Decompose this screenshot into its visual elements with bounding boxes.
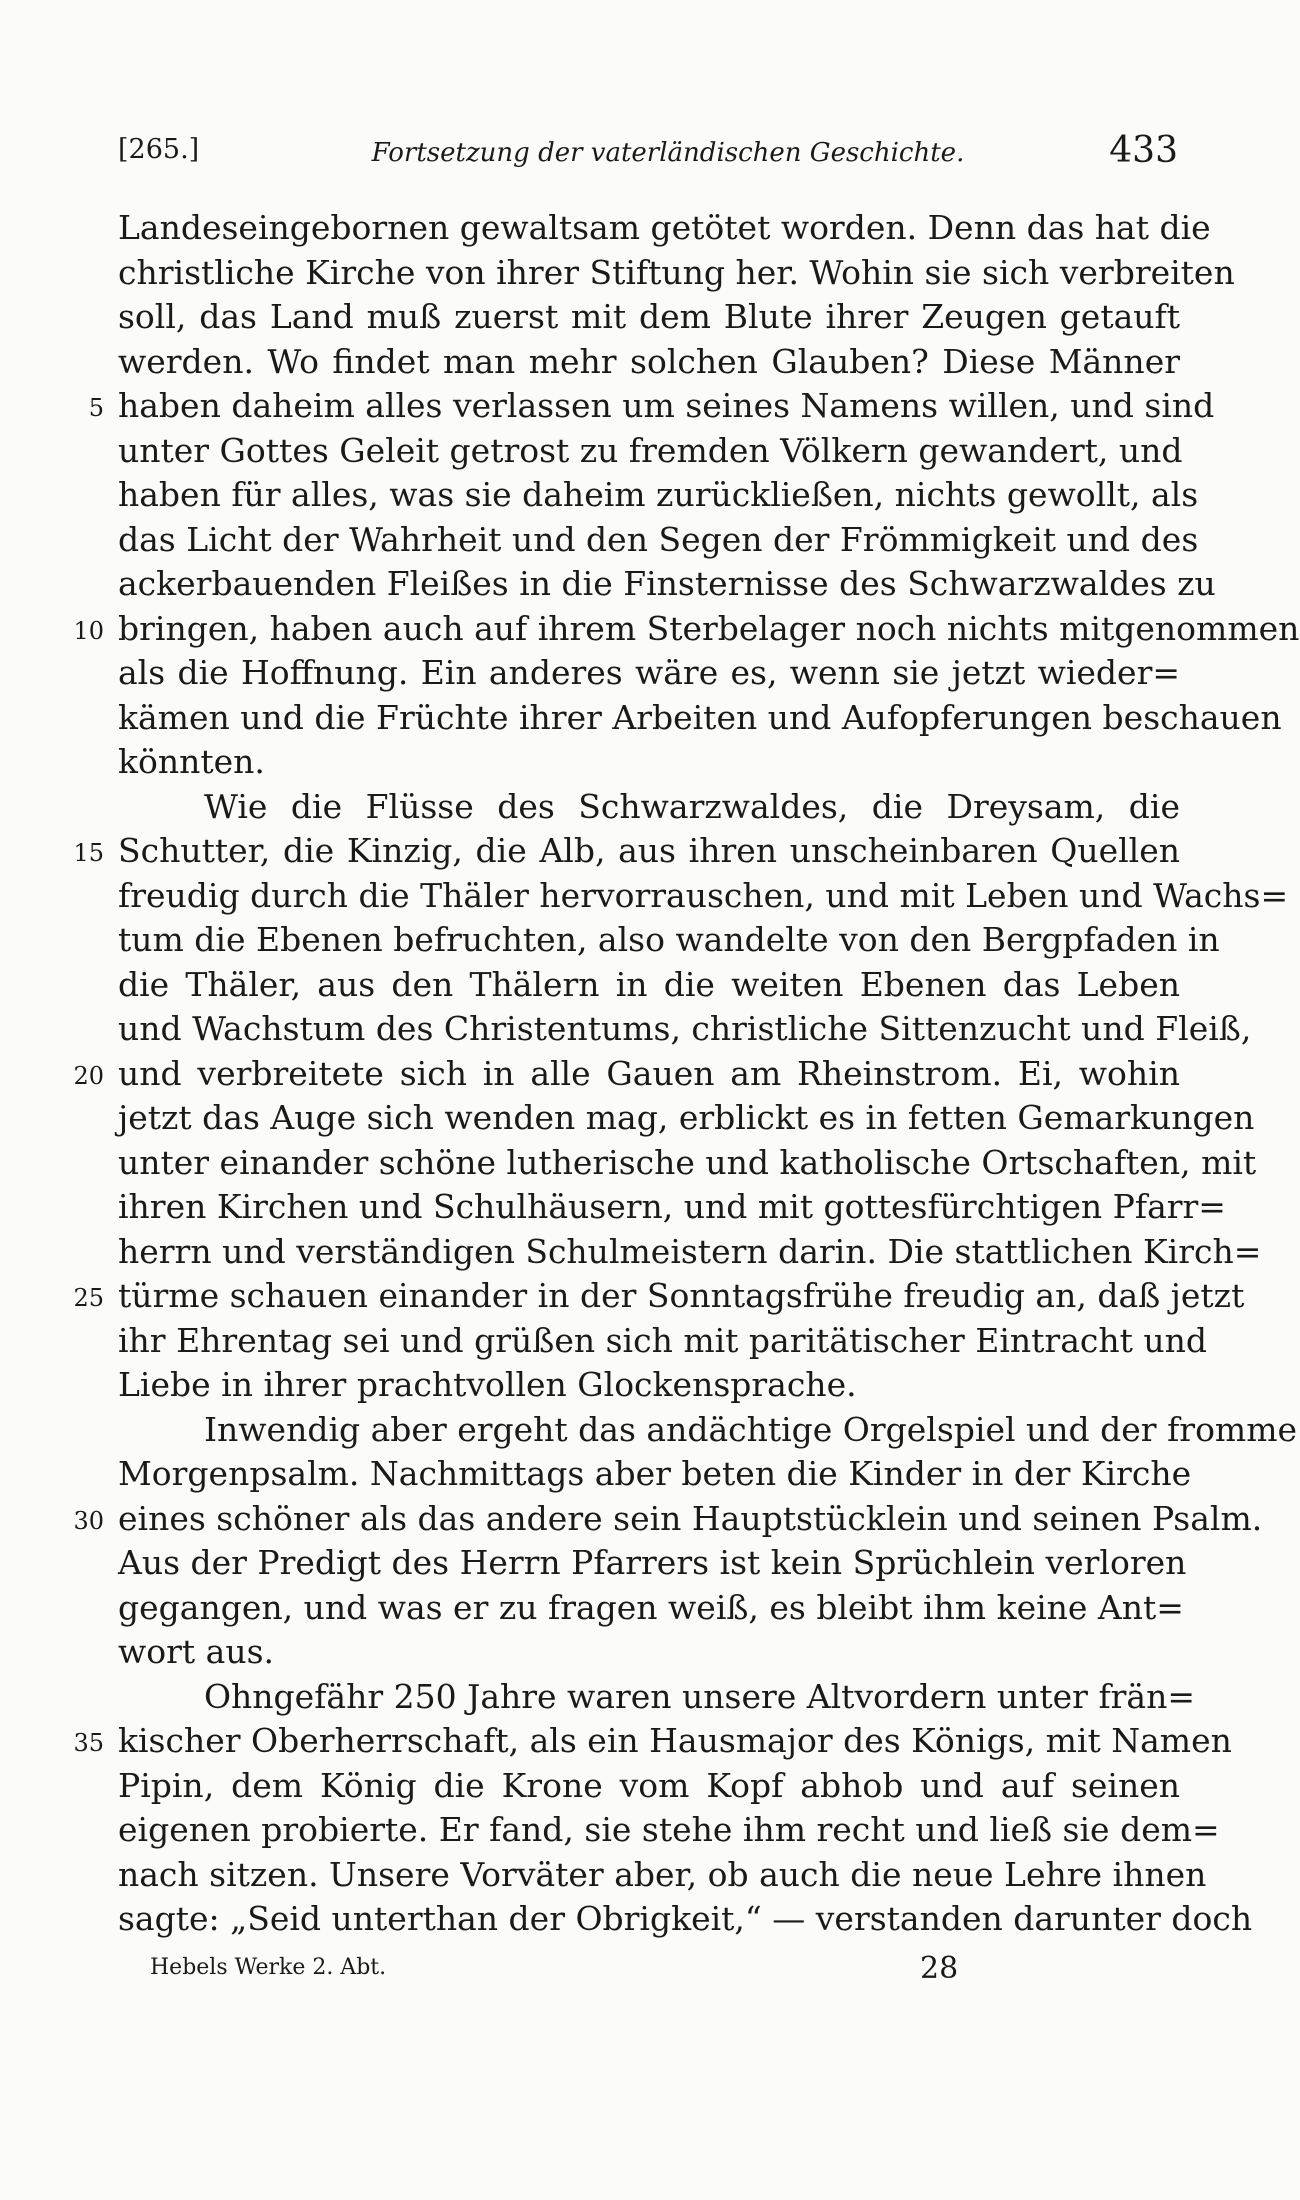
line-text: das Licht der Wahrheit und den Segen der Frömmigkeit und des (118, 519, 1199, 559)
text-line (118, 696, 1282, 741)
line-text: Landeseingebornen gewaltsam getötet worden. Denn das hat die (118, 208, 1211, 247)
text-line (73, 607, 1300, 652)
text-line (118, 1586, 1184, 1631)
text-line (118, 1230, 1262, 1275)
text-line (73, 1719, 1232, 1764)
line-text: haben für alles, was sie daheim zurückließen, nichts gewollt, als (118, 475, 1199, 514)
line-text: könnten. (118, 742, 265, 781)
text-line (118, 785, 1180, 830)
line-text: tum die Ebenen befruchten, also wandelte von den Bergpfaden in (118, 920, 1220, 959)
line-text: christliche Kirche von ihrer Stiftung her. Wohin sie sich verbreiten (118, 252, 1235, 292)
text-line (73, 1274, 1245, 1319)
text-line (118, 1319, 1207, 1364)
line-text: Ohngefähr 250 Jahre waren unsere Altvordern unter frän= (204, 1676, 1196, 1716)
text-line (118, 1808, 1220, 1853)
text-line (118, 251, 1235, 296)
text-line (118, 340, 1180, 385)
running-header (118, 130, 1178, 180)
line-text: unter Gottes Geleit getrost zu fremden Völkern gewandert, und (118, 430, 1183, 470)
text-line (118, 1185, 1226, 1230)
section-number: [265.] (118, 134, 200, 165)
text-line (118, 874, 1289, 919)
line-text: werden. Wo findet man mehr solchen Glauben? Diese Männer (118, 341, 1180, 381)
text-line (118, 206, 1211, 251)
text-line (118, 429, 1183, 474)
line-text: eigenen probierte. Er fand, sie stehe ihm recht und ließ sie dem= (118, 1810, 1220, 1849)
line-number: 35 (73, 1729, 104, 1757)
line-text: gegangen, und was er zu fragen weiß, es bleibt ihm keine Ant= (118, 1587, 1184, 1627)
text-line (88, 384, 1215, 429)
text-line (118, 651, 1180, 696)
running-title: Fortsetzung der vaterländischen Geschichte. (371, 138, 965, 168)
page-number: 433 (1109, 130, 1178, 171)
text-line (118, 1452, 1192, 1497)
text-line (73, 829, 1180, 874)
line-text: eines schöner als das andere sein Hauptstücklein und seinen Psalm. (118, 1498, 1263, 1538)
line-text: sagte: „Seid unterthan der Obrigkeit,“ — verstanden darunter doch (118, 1899, 1253, 1938)
text-line (73, 1497, 1263, 1542)
line-text: Wie die Flüsse des Schwarzwaldes, die Dreysam, die (204, 786, 1180, 826)
text-line (118, 562, 1216, 607)
line-text: kämen und die Früchte ihrer Arbeiten und Aufopferungen beschauen (118, 697, 1282, 737)
line-text: ihren Kirchen und Schulhäusern, und mit gottesfürchtigen Pfarr= (118, 1187, 1226, 1226)
text-line (118, 1897, 1253, 1942)
text-line (118, 1853, 1207, 1898)
text-line (118, 1363, 1180, 1408)
text-line (118, 740, 1180, 785)
text-line (118, 473, 1199, 518)
text-line (118, 295, 1180, 340)
line-text: Aus der Predigt des Herrn Pfarrers ist kein Sprüchlein verloren (118, 1543, 1187, 1582)
line-text: türme schauen einander in der Sonntagsfrühe freudig an, daß jetzt (118, 1276, 1245, 1315)
text-line (73, 1052, 1180, 1097)
text-line (118, 1141, 1257, 1186)
body-text (73, 206, 1300, 1942)
line-text: herrn und verständigen Schulmeistern darin. Die stattlichen Kirch= (118, 1231, 1262, 1271)
line-text: Pipin, dem König die Krone vom Kopf abhob und auf seinen (118, 1765, 1180, 1805)
line-number: 10 (73, 616, 104, 645)
text-line (118, 1675, 1196, 1720)
text-line (118, 1541, 1187, 1586)
text-line (118, 963, 1180, 1008)
line-text: kischer Oberherrschaft, als ein Hausmajor des Königs, mit Namen (118, 1721, 1232, 1760)
line-text: soll, das Land muß zuerst mit dem Blute ihrer Zeugen getauft (118, 297, 1180, 336)
line-text: Schutter, die Kinzig, die Alb, aus ihren unscheinbaren Quellen (118, 831, 1180, 870)
line-number: 5 (88, 394, 104, 422)
line-text: nach sitzen. Unsere Vorväter aber, ob auch die neue Lehre ihnen (118, 1854, 1207, 1894)
text-line (118, 1096, 1255, 1141)
line-text: als die Hoffnung. Ein anderes wäre es, wenn sie jetzt wieder= (118, 653, 1180, 692)
page-footer (150, 1951, 1180, 1995)
line-number: 15 (73, 839, 104, 867)
line-text: freudig durch die Thäler hervorrauschen, und mit Leben und Wachs= (118, 875, 1289, 915)
line-text: jetzt das Auge sich wenden mag, erblickt es in fetten Gemarkungen (118, 1098, 1255, 1137)
text-line (118, 1408, 1298, 1453)
text-line (118, 1007, 1252, 1052)
line-number: 20 (73, 1061, 104, 1090)
line-text: Morgenpsalm. Nachmittags aber beten die Kinder in der Kirche (118, 1454, 1192, 1493)
line-number: 30 (73, 1506, 104, 1535)
line-text: die Thäler, aus den Thälern in die weiten Ebenen das Leben (118, 964, 1180, 1004)
line-text: und Wachstum des Christentums, christliche Sittenzucht und Fleiß, (118, 1009, 1252, 1048)
line-text: Liebe in ihrer prachtvollen Glockensprache. (118, 1365, 857, 1404)
line-text: unter einander schöne lutherische und katholische Ortschaften, mit (118, 1142, 1257, 1182)
line-text: haben daheim alles verlassen um seines Namens willen, und sind (118, 386, 1215, 425)
line-text: bringen, haben auch auf ihrem Sterbelager noch nichts mitgenommen (118, 608, 1300, 648)
line-text: und verbreitete sich in alle Gauen am Rheinstrom. Ei, wohin (118, 1053, 1180, 1093)
footer-work-title: Hebels Werke 2. Abt. (150, 1955, 387, 1980)
line-text: wort aus. (118, 1632, 274, 1671)
line-text: ihr Ehrentag sei und grüßen sich mit paritätischer Eintracht und (118, 1320, 1207, 1360)
signature-mark: 28 (920, 1951, 959, 1986)
text-line (118, 518, 1199, 563)
line-number: 25 (73, 1284, 104, 1312)
text-line (118, 1764, 1180, 1809)
line-text: ackerbauenden Fleißes in die Finsternisse des Schwarzwaldes zu (118, 564, 1216, 603)
line-text: Inwendig aber ergeht das andächtige Orgelspiel und der fromme (204, 1409, 1298, 1449)
text-line (118, 1630, 1180, 1675)
text-line (118, 918, 1220, 963)
